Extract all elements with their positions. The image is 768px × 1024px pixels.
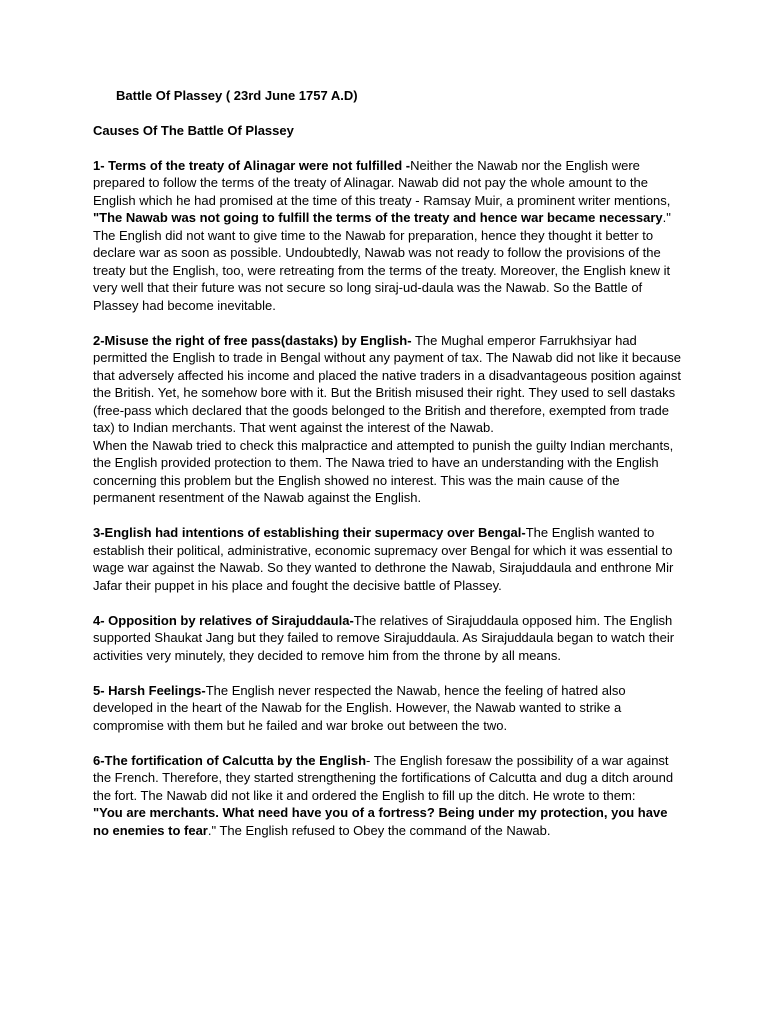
section-5-text: The English never respected the Nawab, hence the feeling of hatred also developed in the heart of the Nawab for the English. However, the Nawab wanted to strike a compromise with them but he failed and war broke out between the two. <box>93 682 626 733</box>
document-title: Battle Of Plassey ( 23rd June 1757 A.D) <box>116 88 358 103</box>
section-6-text: - The English foresaw the possibility of a war against the French. Therefore, they started strengthening the fortifications of Calcutta and dug a ditch around the fort. The Nawab did not like it and ordered the English to fill up the ditch. He wrote to them: <box>93 752 674 803</box>
section-4-body <box>93 612 683 665</box>
section-4-text: The relatives of Sirajuddaula opposed him. The English supported Shaukat Jang but they failed to remove Sirajuddaula. As Sirajuddaula began to watch their activities very minutely, they decided to remove him from the throne by all means. <box>93 612 675 663</box>
section-4 <box>93 612 683 665</box>
section-6 <box>93 752 683 840</box>
section-5-body <box>93 682 683 735</box>
section-4-heading: 4- Opposition by relatives of Sirajuddaula- <box>93 612 354 628</box>
section-1-quote-end: ." <box>662 210 671 225</box>
section-6-heading: 6-The fortification of Calcutta by the English <box>93 752 367 768</box>
section-1 <box>93 157 683 315</box>
section-2-continuation: When the Nawab tried to check this malpractice and attempted to punish the guilty Indian merchants, the English provided protection to them. The Nawa tried to have an understanding with the English concerning this problem but the English showed no interest. This was the main cause of the permanent resentment of the Nawab against the English. <box>93 437 674 505</box>
section-5 <box>93 682 683 735</box>
section-2-body <box>93 332 683 437</box>
section-3-body <box>93 524 683 594</box>
section-2-heading: 2-Misuse the right of free pass(dastaks) by English- <box>93 332 412 348</box>
section-1-heading: 1- Terms of the treaty of Alinagar were not fulfilled - <box>93 157 411 173</box>
section-3-text: The English wanted to establish their political, administrative, economic supremacy over Bengal for which it was essential to wage war against the Nawab. So they wanted to dethrone the Nawab, Sirajuddaula and enthrone Mir Jafar their puppet in his place and fought the decisive battle of Plassey. <box>93 525 674 593</box>
section-1-quote: "The Nawab was not going to fulfill the terms of the treaty and hence war became necessary <box>93 210 663 225</box>
section-2-text: The Mughal emperor Farrukhsiyar had permitted the English to trade in Bengal without any payment of tax. The Nawab did not like it because that adversely affected his income and placed the native traders in a disadvantageous position against the British. Yet, he somehow bore with it. But the British misused their right. They used to sell dastaks (free-pass which declared that the goods belonged to the British and therefore, exempted from trade tax) to Indian merchants. That went against the interest of the Nawab. <box>93 332 682 435</box>
section-3 <box>93 524 683 594</box>
section-2 <box>93 332 683 507</box>
section-1-body <box>93 157 683 227</box>
section-6-body <box>93 752 683 805</box>
section-1-text: Neither the Nawab nor the English were prepared to follow the terms of the treaty of Alinagar. Nawab did not pay the whole amount to the English which he had promised at the time of this treaty - Ramsay Muir, a prominent writer mentions, <box>93 157 671 208</box>
section-6-quote: "You are merchants. What need have you of a fortress? Being under my protection, you have no enemies to fear <box>93 805 668 838</box>
section-5-heading: 5- Harsh Feelings- <box>93 682 206 698</box>
section-6-quote-line <box>93 804 683 839</box>
section-6-quote-end: ." The English refused to Obey the command of the Nawab. <box>207 822 551 838</box>
section-1-continuation: The English did not want to give time to the Nawab for preparation, hence they thought it better to declare war as soon as possible. Undoubtedly, Nawab was not ready to follow the provisions of the treaty but the English, too, were retreating from the terms of the treaty. Moreover, the English knew it very well that their future was not secure so long siraj-ud-daula was the Nawab. So the Battle of Plassey had become inevitable. <box>93 227 671 313</box>
section-3-heading: 3-English had intentions of establishing their supermacy over Bengal- <box>93 525 526 540</box>
document-subtitle: Causes Of The Battle Of Plassey <box>93 122 294 138</box>
